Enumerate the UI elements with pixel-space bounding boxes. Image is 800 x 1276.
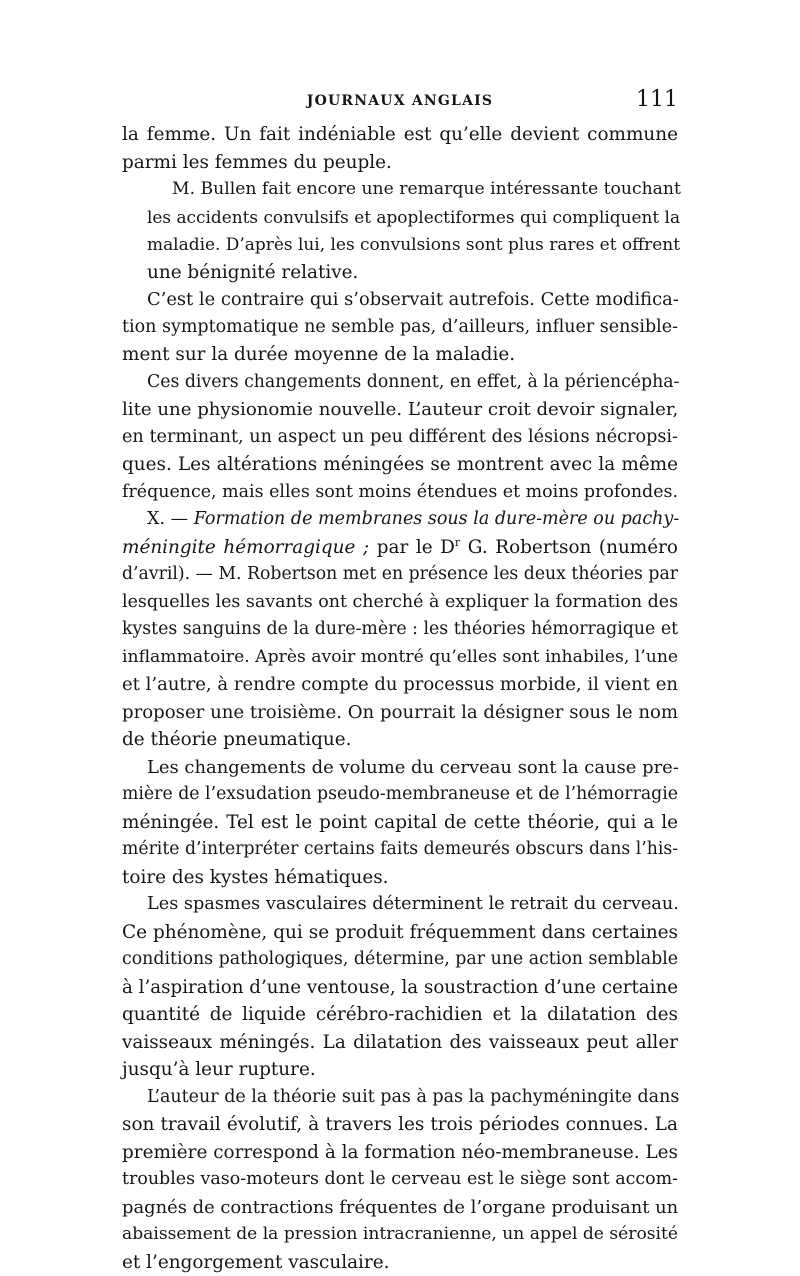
text-line: d’avril). — M. Robertson met en présence les deux théories par [122, 561, 678, 589]
section-title: méningite hémorragique ; [122, 537, 369, 558]
text-line: ment sur la durée moyenne de la maladie. [122, 341, 678, 369]
text-line: C’est le contraire qui s’observait autrefois. Cette modifica- [122, 286, 678, 314]
section-x-paragraph [122, 506, 678, 754]
paragraph [122, 1084, 678, 1276]
paragraph [122, 286, 678, 369]
text-line: kystes sanguins de la dure-mère : les théories hémorragique et [122, 616, 678, 644]
text-line: maladie. D’après lui, les convulsions sont plus rares et offrent [122, 231, 678, 259]
paragraph [122, 121, 678, 176]
text-line: lesquelles les savants ont cherché à expliquer la formation des [122, 589, 678, 617]
text-line: troubles vaso-moteurs dont le cerveau est le siège sont accom- [122, 1166, 678, 1194]
text-line: à l’aspiration d’une ventouse, la soustraction d’une certaine [122, 974, 678, 1002]
text-line: de théorie pneumatique. [122, 726, 678, 754]
text-line: ques. Les altérations méningées se montrent avec la même [122, 451, 678, 479]
body-text [122, 121, 678, 1276]
text-line: abaissement de la pression intracranienne, un appel de sérosité [122, 1221, 678, 1249]
text-line: une bénignité relative. [122, 259, 678, 287]
text-line: Les changements de volume du cerveau sont la cause pre- [122, 754, 678, 782]
paragraph [122, 369, 678, 507]
text-line: en terminant, un aspect un peu différent des lésions nécropsi- [122, 424, 678, 452]
section-heading-line [122, 506, 678, 534]
author-prefix: par le D [377, 537, 455, 558]
text-line: les accidents convulsifs et apoplectiformes qui compliquent la [122, 204, 678, 232]
text-line: mérite d’interpréter certains faits demeurés obscurs dans l’his- [122, 836, 678, 864]
text-line: première correspond à la formation néo-membraneuse. Les [122, 1139, 678, 1167]
page-number: 111 [636, 87, 678, 112]
section-heading-line [122, 534, 678, 562]
text-line: tion symptomatique ne semble pas, d’ailleurs, influer sensible- [122, 314, 678, 342]
text-line: Ce phénomène, qui se produit fréquemment dans certaines [122, 919, 678, 947]
text-line: parmi les femmes du peuple. [122, 149, 678, 177]
text-line: conditions pathologiques, détermine, par une action semblable [122, 946, 678, 974]
author-sup: r [455, 535, 460, 548]
text-line: toire des kystes hématiques. [122, 864, 678, 892]
text-line: fréquence, mais elles sont moins étendues et moins profondes. [122, 479, 678, 507]
text-line: proposer une troisième. On pourrait la désigner sous le nom [122, 699, 678, 727]
text-line: L’auteur de la théorie suit pas à pas la pachyméningite dans [122, 1084, 678, 1112]
text-line: vaisseaux méningés. La dilatation des vaisseaux peut aller [122, 1029, 678, 1057]
paragraph [122, 754, 678, 892]
text-line: et l’engorgement vasculaire. [122, 1249, 678, 1276]
paragraph [122, 891, 678, 1084]
text-line: mière de l’exsudation pseudo-membraneuse et de l’hémorragie [122, 781, 678, 809]
text-line: inflammatoire. Après avoir montré qu’elles sont inhabiles, l’une [122, 644, 678, 672]
text-line: pagnés de contractions fréquentes de l’organe produisant un [122, 1194, 678, 1222]
section-title: Formation de membranes sous la dure-mère ou pachy- [194, 509, 680, 529]
text-line: et l’autre, à rendre compte du processus morbide, il vient en [122, 671, 678, 699]
text-line: lite une physionomie nouvelle. L’auteur croit devoir signaler, [122, 396, 678, 424]
text-line: M. Bullen fait encore une remarque intéressante touchant [122, 176, 678, 204]
text-line: jusqu’à leur rupture. [122, 1056, 678, 1084]
text-line: méningée. Tel est le point capital de cette théorie, qui a le [122, 809, 678, 837]
text-line: Les spasmes vasculaires déterminent le retrait du cerveau. [122, 891, 678, 919]
text-line: quantité de liquide cérébro-rachidien et la dilatation des [122, 1001, 678, 1029]
text-line: la femme. Un fait indéniable est qu’elle devient commune [122, 121, 678, 149]
paragraph [122, 176, 678, 286]
text-line: Ces divers changements donnent, en effet, à la périencépha- [122, 369, 678, 397]
running-title: JOURNAUX ANGLAIS [122, 93, 678, 109]
text-line: son travail évolutif, à travers les trois périodes connues. La [122, 1111, 678, 1139]
page-header [122, 87, 678, 117]
author-name: G. Robertson (numéro [468, 537, 678, 558]
section-number: X. — [147, 509, 188, 529]
